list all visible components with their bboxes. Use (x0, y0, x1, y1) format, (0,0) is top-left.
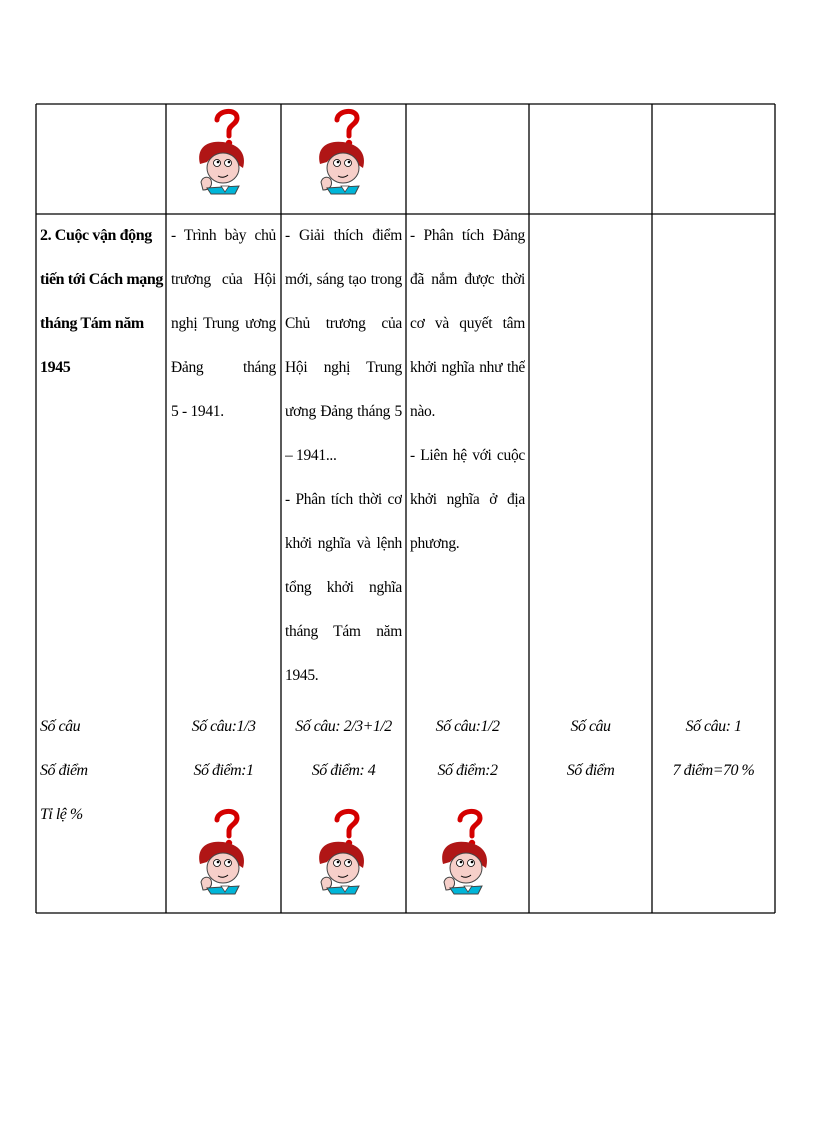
content-line: Hội nghị Trung (285, 359, 402, 376)
content-line: ương Đảng tháng 5 (285, 403, 402, 420)
topic-title-line: tiến tới Cách mạng (40, 271, 163, 288)
summary-recognize (166, 705, 281, 793)
topic-title (40, 214, 164, 390)
content-line: khởi nghĩa và lệnh (285, 535, 402, 552)
so-diem-value: Số điểm: 4 (311, 762, 376, 779)
so-diem-value: Số điểm:1 (193, 762, 254, 779)
thinking-boy-icon (313, 806, 371, 896)
content-line: nào. (410, 403, 436, 420)
thinking-boy-icon (436, 806, 494, 896)
summary-label (40, 705, 164, 837)
content-line: - Liên hệ với cuộc (410, 447, 525, 464)
so-diem-value: 7 điểm=70 % (672, 762, 755, 779)
content-line: đã nắm được thời (410, 271, 525, 288)
content-line: 5 - 1941. (171, 403, 224, 420)
so-cau-value: Số câu:1/2 (435, 718, 500, 735)
summary-understand (281, 705, 406, 793)
topic-title-line: tháng Tám năm (40, 315, 144, 332)
topic-title-line: 2. Cuộc vận động (40, 227, 152, 244)
content-line: khởi nghĩa ở địa (410, 491, 525, 508)
content-line: 1945. (285, 667, 319, 684)
thinking-boy-icon (193, 806, 251, 896)
content-line: Đảng tháng (171, 359, 276, 376)
content-line: - Phân tích Đảng (410, 227, 525, 244)
so-diem-value: Số điểm (566, 762, 615, 779)
label-so-cau: Số câu (40, 718, 81, 735)
so-cau-value: Số câu:1/3 (191, 718, 256, 735)
understand-content (285, 214, 402, 698)
content-line: phương. (410, 535, 460, 552)
content-line: tháng Tám năm (285, 623, 402, 640)
content-line: nghị Trung ương (171, 315, 276, 332)
topic-title-line: 1945 (40, 359, 71, 376)
content-line: - Trình bày chủ (171, 227, 276, 244)
label-ti-le: Tỉ lệ % (40, 806, 83, 823)
so-diem-value: Số điểm:2 (437, 762, 498, 779)
so-cau-value: Số câu: 2/3+1/2 (295, 718, 392, 735)
thinking-boy-icon (313, 106, 371, 196)
recognize-content (171, 214, 276, 434)
apply-content (410, 214, 525, 566)
summary-total (652, 705, 775, 793)
content-line: - Giải thích điểm (285, 227, 402, 244)
so-cau-value: Số câu (570, 718, 611, 735)
summary-apply (406, 705, 529, 793)
content-line: mới, sáng tạo trong (285, 271, 402, 288)
label-so-diem: Số điểm (40, 762, 88, 779)
content-line: - Phân tích thời cơ (285, 491, 402, 508)
content-line: trương của Hội (171, 271, 276, 288)
content-line: khởi nghĩa như thế (410, 359, 525, 376)
thinking-boy-icon (193, 106, 251, 196)
so-cau-value: Số câu: 1 (685, 718, 742, 735)
content-line: cơ và quyết tâm (410, 315, 525, 332)
content-line: tổng khởi nghĩa (285, 579, 402, 596)
content-line: Chủ trương của (285, 315, 402, 332)
summary-high (529, 705, 652, 793)
content-line: – 1941... (285, 447, 337, 464)
